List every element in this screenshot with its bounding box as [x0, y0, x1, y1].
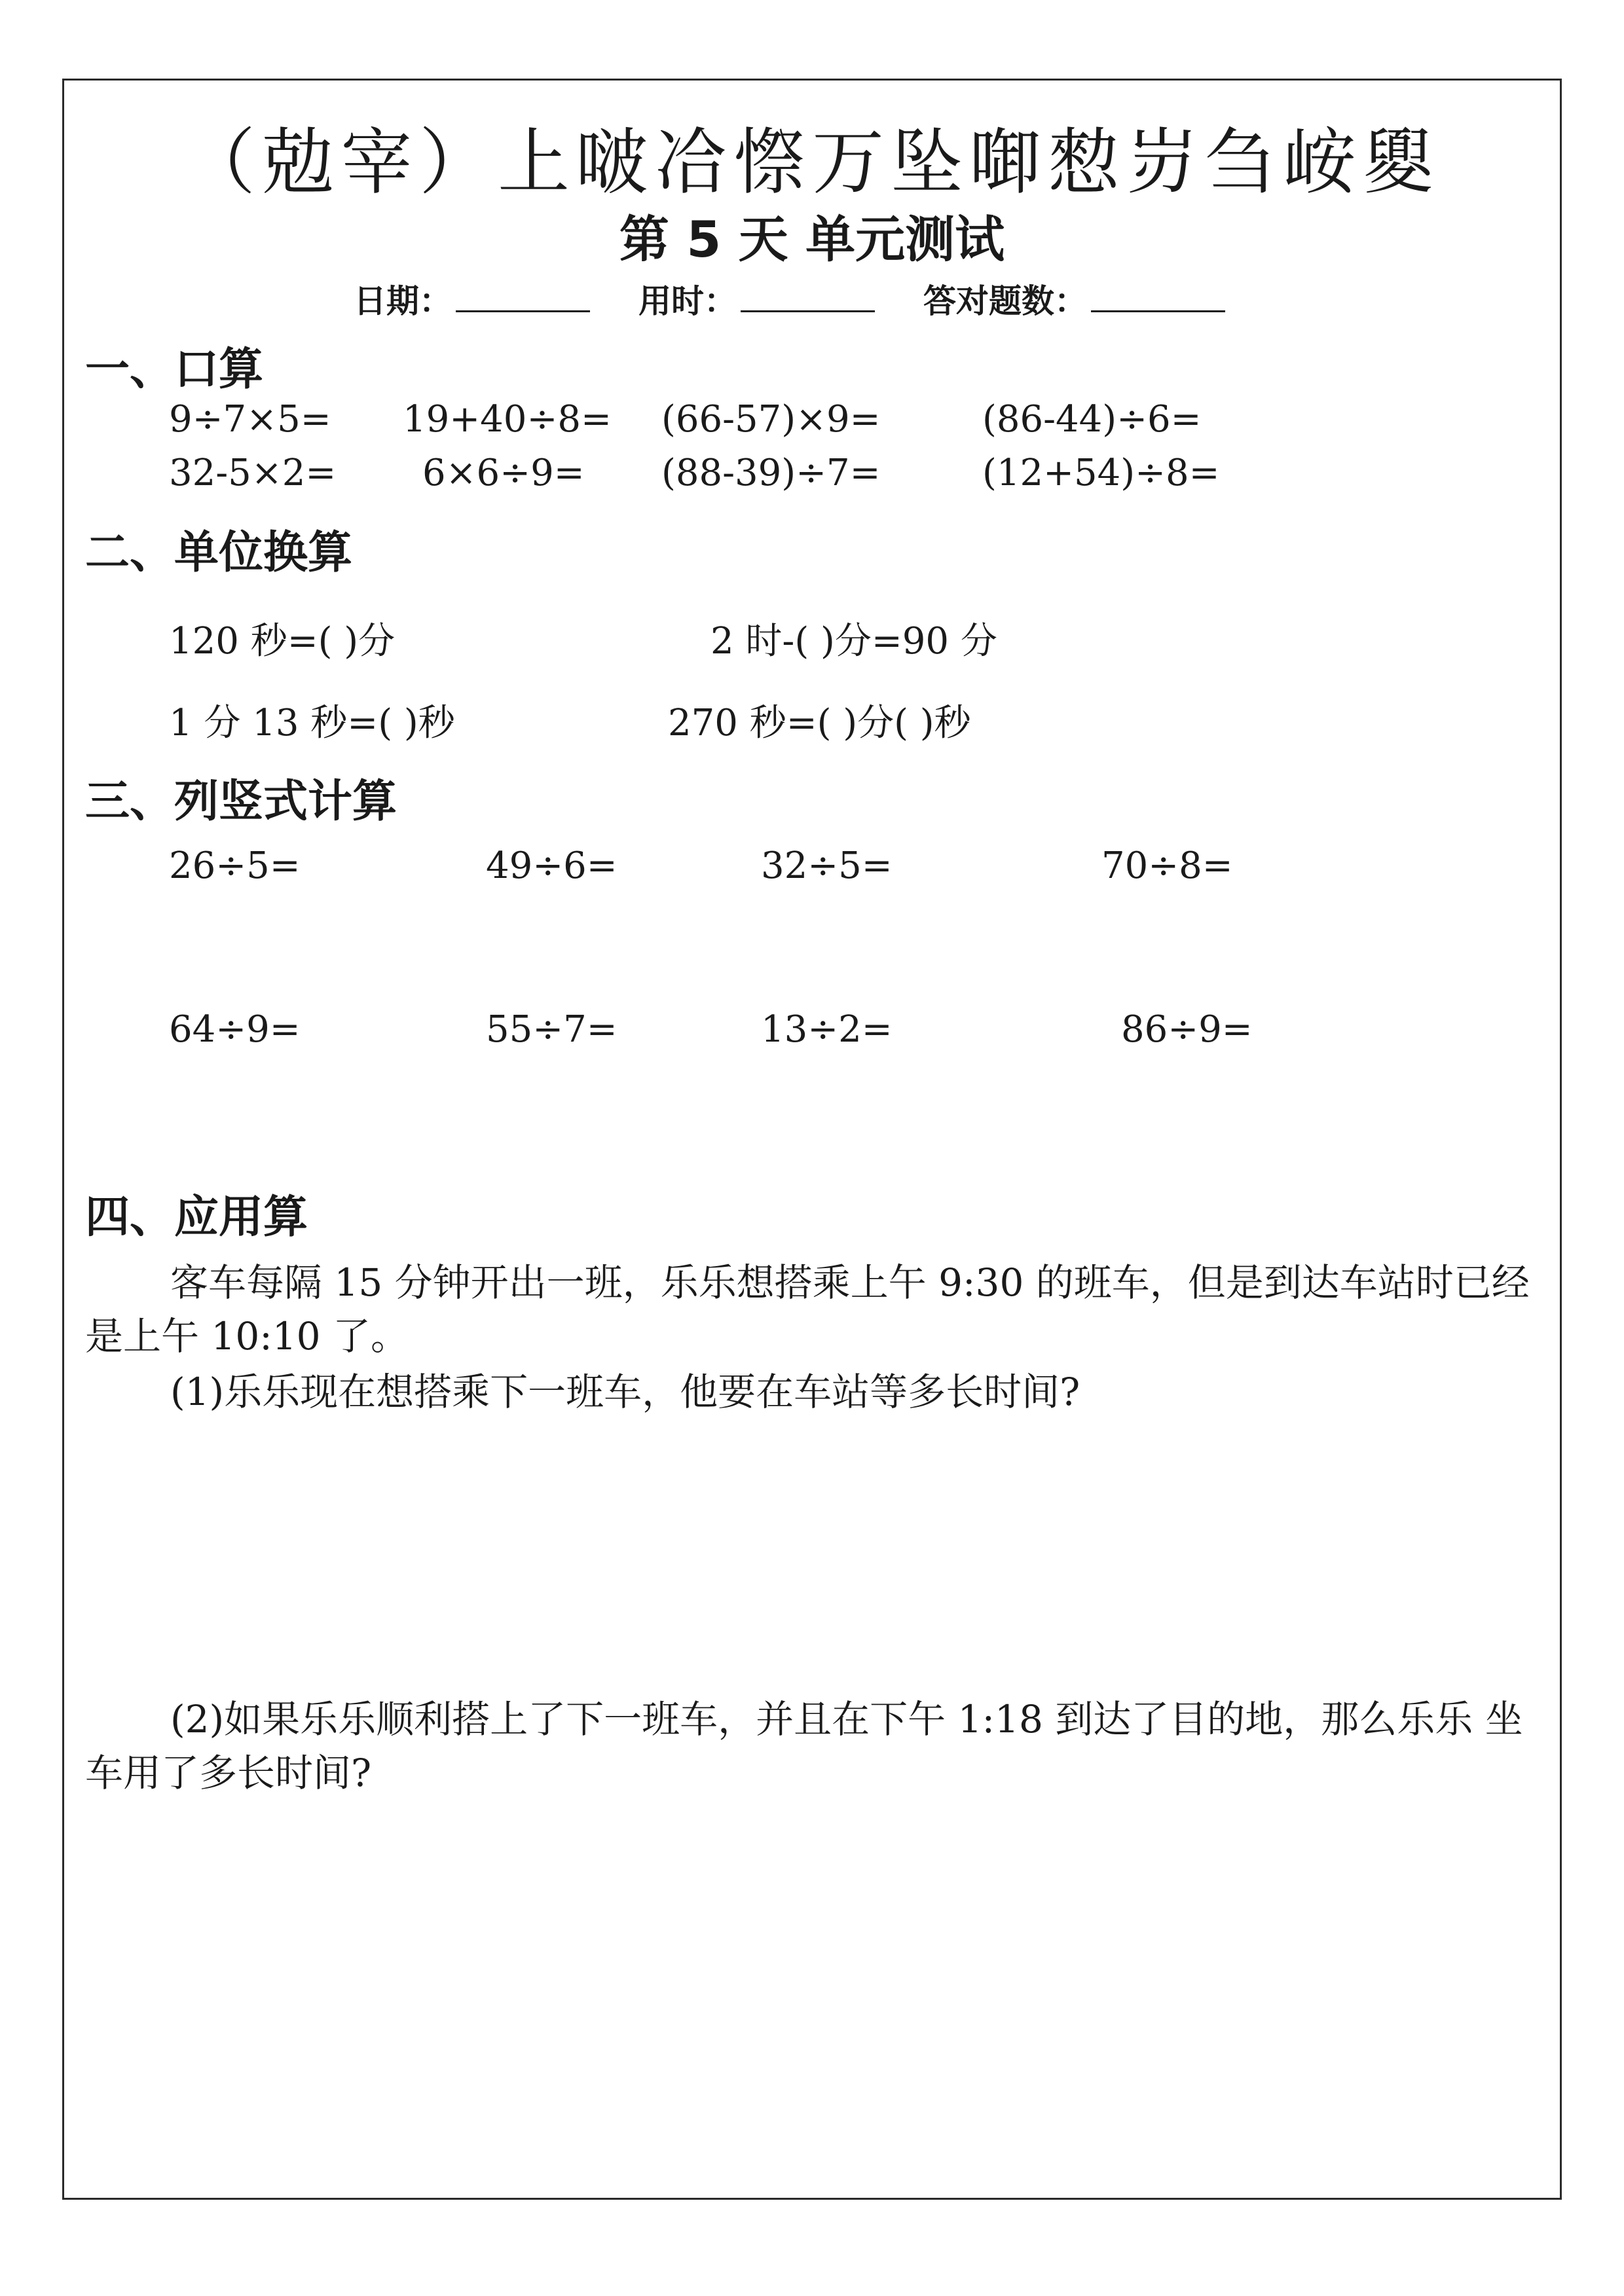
vertical-calc-item: 32÷5=	[761, 845, 893, 887]
mental-math-item: 32-5×2=	[169, 452, 337, 494]
mental-math-item: (66-57)×9=	[661, 398, 881, 441]
vertical-calc-item: 70÷8=	[1101, 845, 1233, 887]
correct-count-field	[923, 275, 1225, 322]
mental-math-item: (88-39)÷7=	[661, 452, 881, 494]
mental-math-item: 19+40÷8=	[403, 398, 612, 441]
vertical-calc-item: 26÷5=	[169, 845, 301, 887]
time-blank	[741, 309, 875, 312]
date-label: 日期：	[354, 282, 452, 320]
vertical-calc-item: 55÷7=	[486, 1008, 618, 1051]
mental-math-item: 9÷7×5=	[169, 398, 331, 441]
date-field	[354, 275, 590, 322]
vertical-calc-item: 86÷9=	[1121, 1008, 1253, 1051]
unit-conversion-item: 120 秒=( )分	[169, 620, 396, 663]
section1-heading: 一、口算	[85, 344, 264, 395]
unit-conversion-item: 270 秒=( )分( )秒	[668, 702, 971, 744]
mental-math-item: 6×6÷9=	[422, 452, 585, 494]
vertical-calc-item: 49÷6=	[486, 845, 618, 887]
time-label: 用时：	[638, 282, 737, 320]
worksheet-title: （勊宰）上啵冾憏万坠啣愸岃刍峖夓	[183, 120, 1441, 204]
section2-heading: 二、单位换算	[85, 527, 353, 579]
word-problem-question-2: (2)如果乐乐顺利搭上了下一班车，并且在下午 1:18 到达了目的地，那么乐乐 坐车用了多长时间?	[85, 1697, 1523, 1795]
worksheet-subtitle: 第 5 天 单元测试	[619, 210, 1005, 268]
mental-math-item: (86-44)÷6=	[982, 398, 1202, 441]
mental-math-item: (12+54)÷8=	[982, 452, 1220, 494]
unit-conversion-item: 1 分 13 秒=( )秒	[169, 702, 455, 744]
word-problem-question-1: (1)乐乐现在想搭乘下一班车，他要在车站等多长时间?	[170, 1370, 1080, 1414]
correct-count-blank	[1091, 309, 1225, 312]
section4-heading: 四、应用算	[85, 1192, 308, 1243]
page-border	[62, 79, 1562, 2200]
correct-count-label: 答对题数：	[923, 282, 1087, 320]
vertical-calc-item: 64÷9=	[169, 1008, 301, 1051]
unit-conversion-item: 2 时-( )分=90 分	[710, 620, 997, 663]
word-problem-text: 客车每隔 15 分钟开出一班，乐乐想搭乘上午 9:30 的班车，但是到达车站时已经是上午 10:10 了。	[85, 1260, 1530, 1358]
section3-heading: 三、列竖式计算	[85, 776, 397, 828]
time-field	[638, 275, 875, 322]
date-blank	[456, 309, 590, 312]
vertical-calc-item: 13÷2=	[761, 1008, 893, 1051]
